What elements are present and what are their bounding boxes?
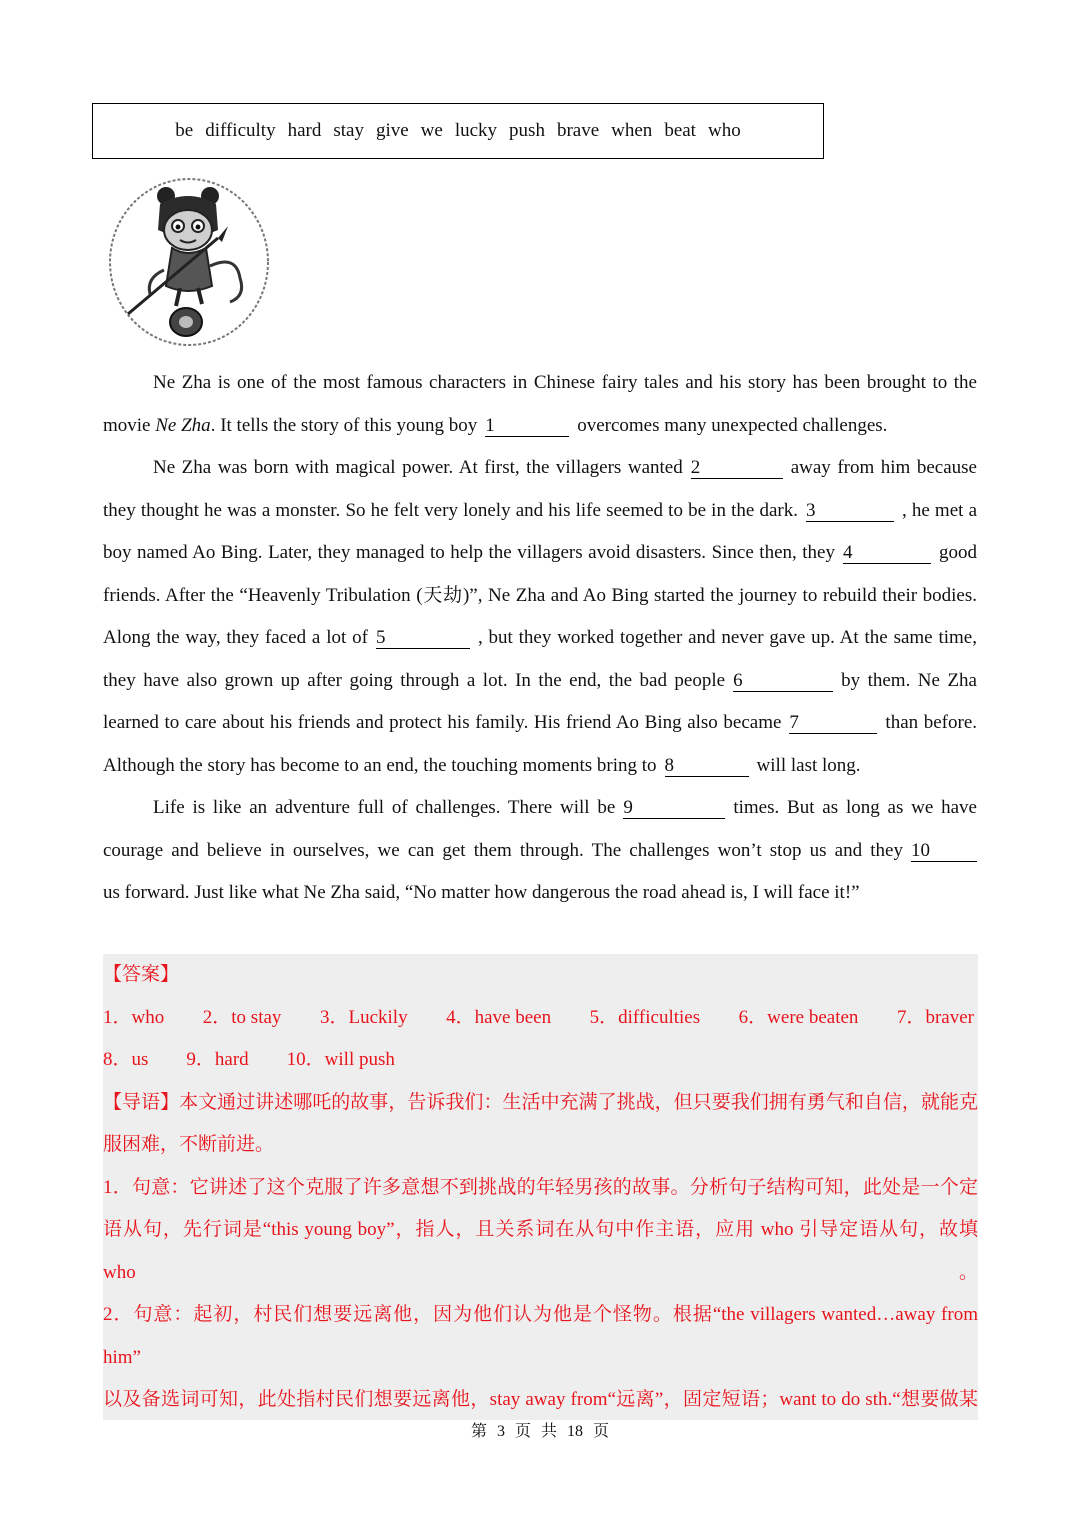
blank-3: 3: [806, 501, 894, 522]
word-bank-word: give: [375, 120, 409, 141]
passage-text: Although the story has become to an end, the touching moments bring to: [103, 754, 657, 776]
blank-6: 6: [733, 671, 833, 692]
passage-line: [103, 362, 977, 405]
passage-text: away from him because: [790, 457, 977, 478]
passage-text: us forward. Just like what Ne Zha said, “No matter how dangerous the road ahead is, I will face it!”: [103, 882, 860, 903]
answer-item: 7．braver: [896, 1006, 974, 1028]
passage-text: good: [939, 542, 977, 563]
answer-row: [103, 1039, 978, 1082]
explanation-line: 2．句意：起初，村民们想要远离他，因为他们认为他是个怪物。根据“the villagers wanted…away from him”: [103, 1304, 978, 1368]
footer-text: 页: [593, 1423, 610, 1440]
passage-text: movie: [103, 414, 156, 436]
answer-row: [103, 997, 978, 1040]
word-bank-word: push: [509, 120, 545, 141]
word-bank-word: brave: [556, 120, 600, 141]
page-footer: [0, 1418, 1080, 1441]
word-bank-word: we: [420, 120, 443, 141]
answer-heading: 【答案】: [103, 964, 180, 985]
passage-text: overcomes many unexpected challenges.: [577, 414, 888, 436]
passage-text: will last long.: [756, 754, 861, 776]
word-bank-word: difficulty: [205, 120, 276, 141]
passage-text: than before.: [885, 712, 978, 733]
word-bank-word: hard: [287, 120, 322, 141]
word-bank-word: when: [611, 120, 653, 141]
passage-line: [103, 787, 977, 830]
passage-line: [103, 702, 977, 745]
blank-5: 5: [376, 628, 470, 649]
guide-line: 服困难，不断前进。: [103, 1134, 275, 1155]
passage-text: learned to care about his friends and protect his family. His friend Ao Bing also became: [103, 712, 782, 733]
passage-line: [103, 405, 977, 448]
cloze-passage: [103, 362, 977, 915]
passage-text: Life is like an adventure full of challenges. There will be: [153, 797, 616, 818]
passage-text: . It tells the story of this young boy: [210, 414, 478, 436]
footer-text: 页: [514, 1423, 531, 1440]
passage-line: [103, 447, 977, 490]
passage-line: [103, 532, 977, 575]
answer-section: [103, 954, 978, 1420]
passage-line: [103, 830, 977, 873]
word-bank-box: [92, 103, 824, 159]
blank-1: 1: [485, 416, 569, 437]
answer-item: 2．to stay: [202, 1006, 282, 1028]
passage-text: friends. After the “Heavenly Tribulation (天劫)”, Ne Zha and Ao Bing started the journey to rebuild their bodies.: [103, 584, 977, 606]
blank-9: 9: [623, 798, 725, 819]
answer-item: 6．were beaten: [738, 1006, 859, 1028]
passage-text: Ne Zha was born with magical power. At first, the villagers wanted: [153, 457, 683, 478]
word-bank-word: be: [175, 120, 194, 141]
passage-text: they thought he was a monster. So he felt very lonely and his life seemed to be in the dark.: [103, 499, 798, 521]
blank-10: 10: [911, 841, 977, 862]
page-number: 3: [496, 1423, 505, 1440]
answer-item: 9．hard: [186, 1049, 249, 1070]
answer-item: 8．us: [103, 1049, 149, 1070]
movie-title: Ne Zha: [155, 414, 211, 436]
blank-8: 8: [665, 756, 749, 777]
guide-line: 【导语】本文通过讲述哪吒的故事，告诉我们：生活中充满了挑战，但只要我们拥有勇气和自信，就能克: [103, 1091, 978, 1113]
footer-text: 共: [541, 1423, 558, 1440]
passage-text: by them. Ne Zha: [841, 669, 977, 691]
word-bank-word: lucky: [454, 120, 498, 141]
explanation-line: 以及备选词可知，此处指村民们想要远离他，stay away from“远离”，固定短语；want to do sth.“想要做某: [103, 1389, 978, 1410]
word-bank-word: stay: [333, 120, 364, 141]
answer-item: 4．have been: [446, 1006, 552, 1028]
explanation-line: 1．句意：它讲述了这个克服了许多意想不到挑战的年轻男孩的故事。分析句子结构可知，此处是一个定: [103, 1176, 978, 1198]
answer-item: 5．difficulties: [589, 1006, 701, 1028]
passage-line: [103, 660, 977, 703]
word-bank-word: who: [707, 120, 741, 141]
passage-text: they have also grown up after going through a lot. In the end, the bad people: [103, 669, 726, 691]
answer-item: 1．who: [103, 1006, 165, 1028]
passage-line: [103, 490, 977, 533]
passage-text: times. But as long as we have: [733, 797, 977, 818]
word-bank-word: beat: [664, 120, 696, 141]
passage-line: [103, 617, 977, 660]
blank-7: 7: [789, 713, 877, 734]
passage-text: courage and believe in ourselves, we can get them through. The challenges won’t stop us and they: [103, 839, 903, 861]
passage-text: , he met a: [901, 499, 977, 521]
answer-item: 10．will push: [286, 1049, 395, 1070]
passage-line: [103, 872, 977, 915]
passage-text: , but they worked together and never gave up. At the same time,: [477, 627, 977, 648]
ne-zha-illustration: [106, 174, 272, 348]
passage-text: boy named Ao Bing. Later, they managed to help the villagers avoid disasters. Since then, they: [103, 542, 835, 563]
passage-text: Ne Zha is one of the most famous characters in Chinese fairy tales and his story has been brought to the: [153, 372, 977, 393]
blank-2: 2: [691, 458, 783, 479]
answer-item: 3．Luckily: [319, 1006, 408, 1028]
passage-line: [103, 745, 977, 788]
page-total: 18: [567, 1423, 584, 1440]
blank-4: 4: [843, 543, 931, 564]
footer-text: 第: [470, 1423, 487, 1440]
passage-text: Along the way, they faced a lot of: [103, 627, 368, 648]
passage-line: [103, 575, 977, 618]
explanation-line: 语从句，先行词是“this young boy”，指人，且关系词在从句中作主语，应用 who 引导定语从句，故填 who。: [103, 1219, 978, 1283]
